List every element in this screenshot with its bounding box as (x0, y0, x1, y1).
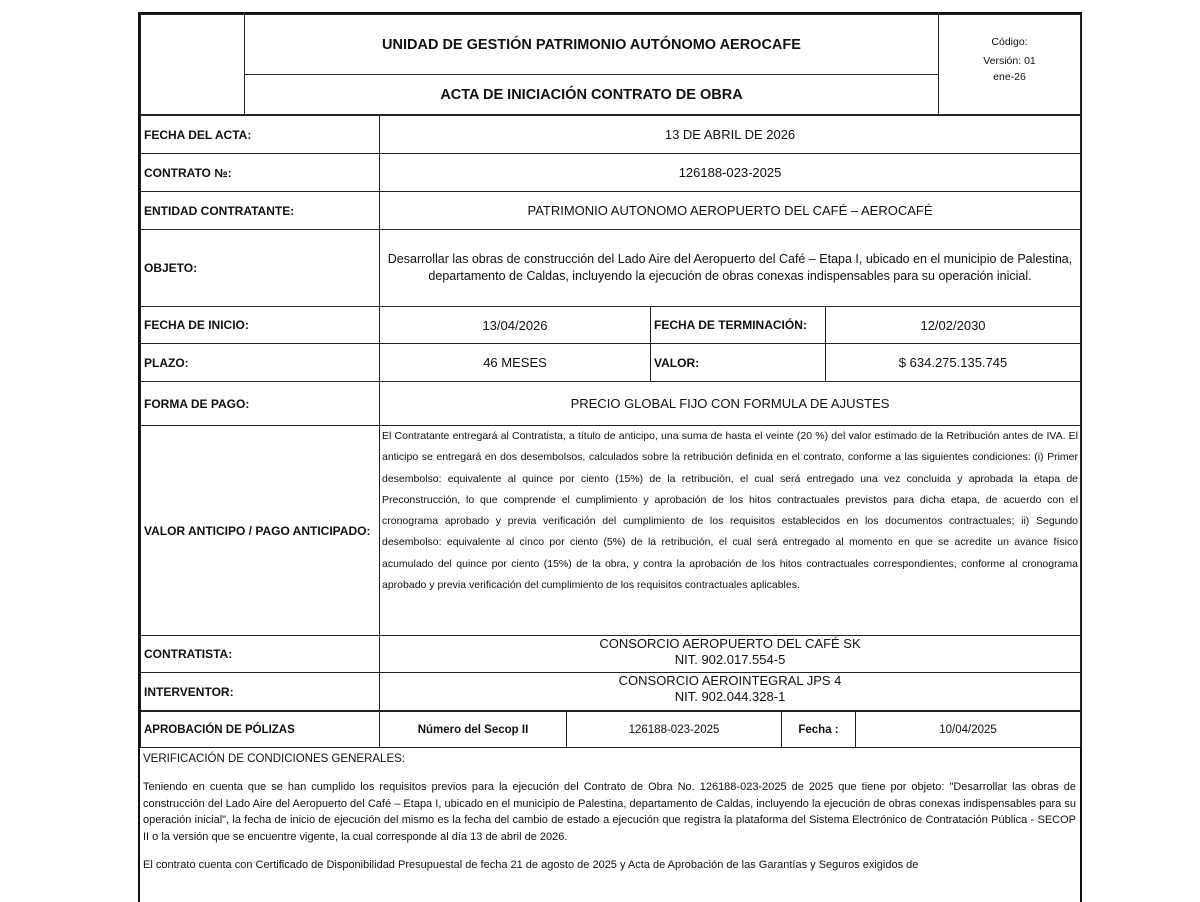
date-code: ene-26 (993, 71, 1026, 83)
contrato-label: CONTRATO №: (141, 154, 380, 192)
anticipo-value: El Contratante entregará al Contratista, a título de anticipo, una suma de hasta el veinte (20 %) del valor estimado de la Retribución antes de IVA. El anticipo se entregará en dos desembolsos, calculados sobre la retribución definida en el contrato, conforme a las siguientes condiciones: (i) Primer desembolso: equivalente al quince por ciento (15%) de la retribución, el cual será entregado una vez concluida y aprobada la etapa de Preconstrucción, lo que comprende el cumplimiento y aprobación de los hitos contractuales previstos para dicha etapa, de acuerdo con el cronograma aprobado y previa verificación del cumplimiento de los requisitos establecidos en los documentos contractuales; ii) Segundo desembolso: equivalente al cinco por ciento (5%) de la retribución, el cual será entregado al momento en que se acredite un avance físico acumulado del quince por ciento (15%) de la obra, y contra la aprobación de los hitos contractuales correspondientes, conforme al cronograma aprobado y previa verificación del cumplimiento de los requisitos contractuales aplicables. (380, 426, 1081, 636)
polizas-table (140, 711, 1081, 748)
code-label: Código: (991, 36, 1028, 48)
fields-table (140, 115, 1081, 711)
contratista-nit: NIT. 902.017.554-5 (674, 652, 786, 667)
interventor-label: INTERVENTOR: (141, 673, 380, 711)
fecha-inicio-label: FECHA DE INICIO: (141, 307, 380, 344)
fecha-terminacion-label: FECHA DE TERMINACIÓN: (651, 307, 826, 344)
fecha-inicio-value: 13/04/2026 (380, 307, 651, 344)
secop-label: Número del Secop II (380, 712, 567, 748)
document-page (138, 12, 1082, 902)
verificacion-paragraph-1: Teniendo en cuenta que se han cumplido los requisitos previos para la ejecución del Contrato de Obra No. 126188-023-2025 de 2025 que tiene por objeto: "Desarrollar las obras de construcción del Lado Aire del Aeropuerto del Café – Etapa I, ubicado en el municipio de Palestina, departamento de Caldas, incluyendo la ejecución de obras conexas indispensables para su operación inicial", la fecha de inicio de ejecución del mismo es la fecha del cambio de estado a ejecución que registra la plataforma del Sistema Electrónico de Contratación Pública - SECOP II o la versión que se encuentre vigente, la cual corresponde al día 13 de abril de 2026. (143, 781, 1076, 843)
code-box (939, 15, 1081, 115)
contratista-label: CONTRATISTA: (141, 636, 380, 673)
contrato-value: 126188-023-2025 (380, 154, 1081, 192)
forma-pago-label: FORMA DE PAGO: (141, 382, 380, 426)
fecha-acta-label: FECHA DEL ACTA: (141, 116, 380, 154)
logo-cell (141, 15, 245, 115)
objeto-label: OBJETO: (141, 230, 380, 307)
version-label: Versión: 01 (983, 55, 1036, 67)
anticipo-label: VALOR ANTICIPO / PAGO ANTICIPADO: (141, 426, 380, 636)
forma-pago-value: PRECIO GLOBAL FIJO CON FORMULA DE AJUSTES (380, 382, 1081, 426)
polizas-fecha-label: Fecha : (782, 712, 856, 748)
doc-title: ACTA DE INICIACIÓN CONTRATO DE OBRA (245, 75, 939, 115)
verificacion-heading: VERIFICACIÓN DE CONDICIONES GENERALES: (143, 753, 405, 765)
valor-value: $ 634.275.135.745 (826, 344, 1081, 382)
entidad-label: ENTIDAD CONTRATANTE: (141, 192, 380, 230)
interventor-nit: NIT. 902.044.328-1 (674, 689, 786, 704)
contratista-name: CONSORCIO AEROPUERTO DEL CAFÉ SK (599, 636, 861, 651)
polizas-fecha-value: 10/04/2025 (856, 712, 1081, 748)
secop-value: 126188-023-2025 (567, 712, 782, 748)
objeto-value: Desarrollar las obras de construcción del Lado Aire del Aeropuerto del Café – Etapa I, ubicado en el municipio de Palestina, departamento de Caldas, incluyendo la ejecución de obras conexas indispensables para su operación inicial. (380, 230, 1081, 307)
header-table (140, 14, 1081, 115)
polizas-label: APROBACIÓN DE PÓLIZAS (141, 712, 380, 748)
fecha-terminacion-value: 12/02/2030 (826, 307, 1081, 344)
interventor-name: CONSORCIO AEROINTEGRAL JPS 4 (618, 673, 842, 688)
plazo-value: 46 MESES (380, 344, 651, 382)
contratista-cell (380, 636, 1081, 673)
fecha-acta-value: 13 DE ABRIL DE 2026 (380, 116, 1081, 154)
verificacion-paragraph-2: El contrato cuenta con Certificado de Disponibilidad Presupuestal de fecha 21 de agosto de 2025 y Acta de Aprobación de las Garantías y Seguros exigidos de (143, 859, 919, 871)
org-title: UNIDAD DE GESTIÓN PATRIMONIO AUTÓNOMO AEROCAFE (245, 15, 939, 75)
valor-label: VALOR: (651, 344, 826, 382)
plazo-label: PLAZO: (141, 344, 380, 382)
interventor-cell (380, 673, 1081, 711)
entidad-value: PATRIMONIO AUTONOMO AEROPUERTO DEL CAFÉ – AEROCAFÉ (380, 192, 1081, 230)
